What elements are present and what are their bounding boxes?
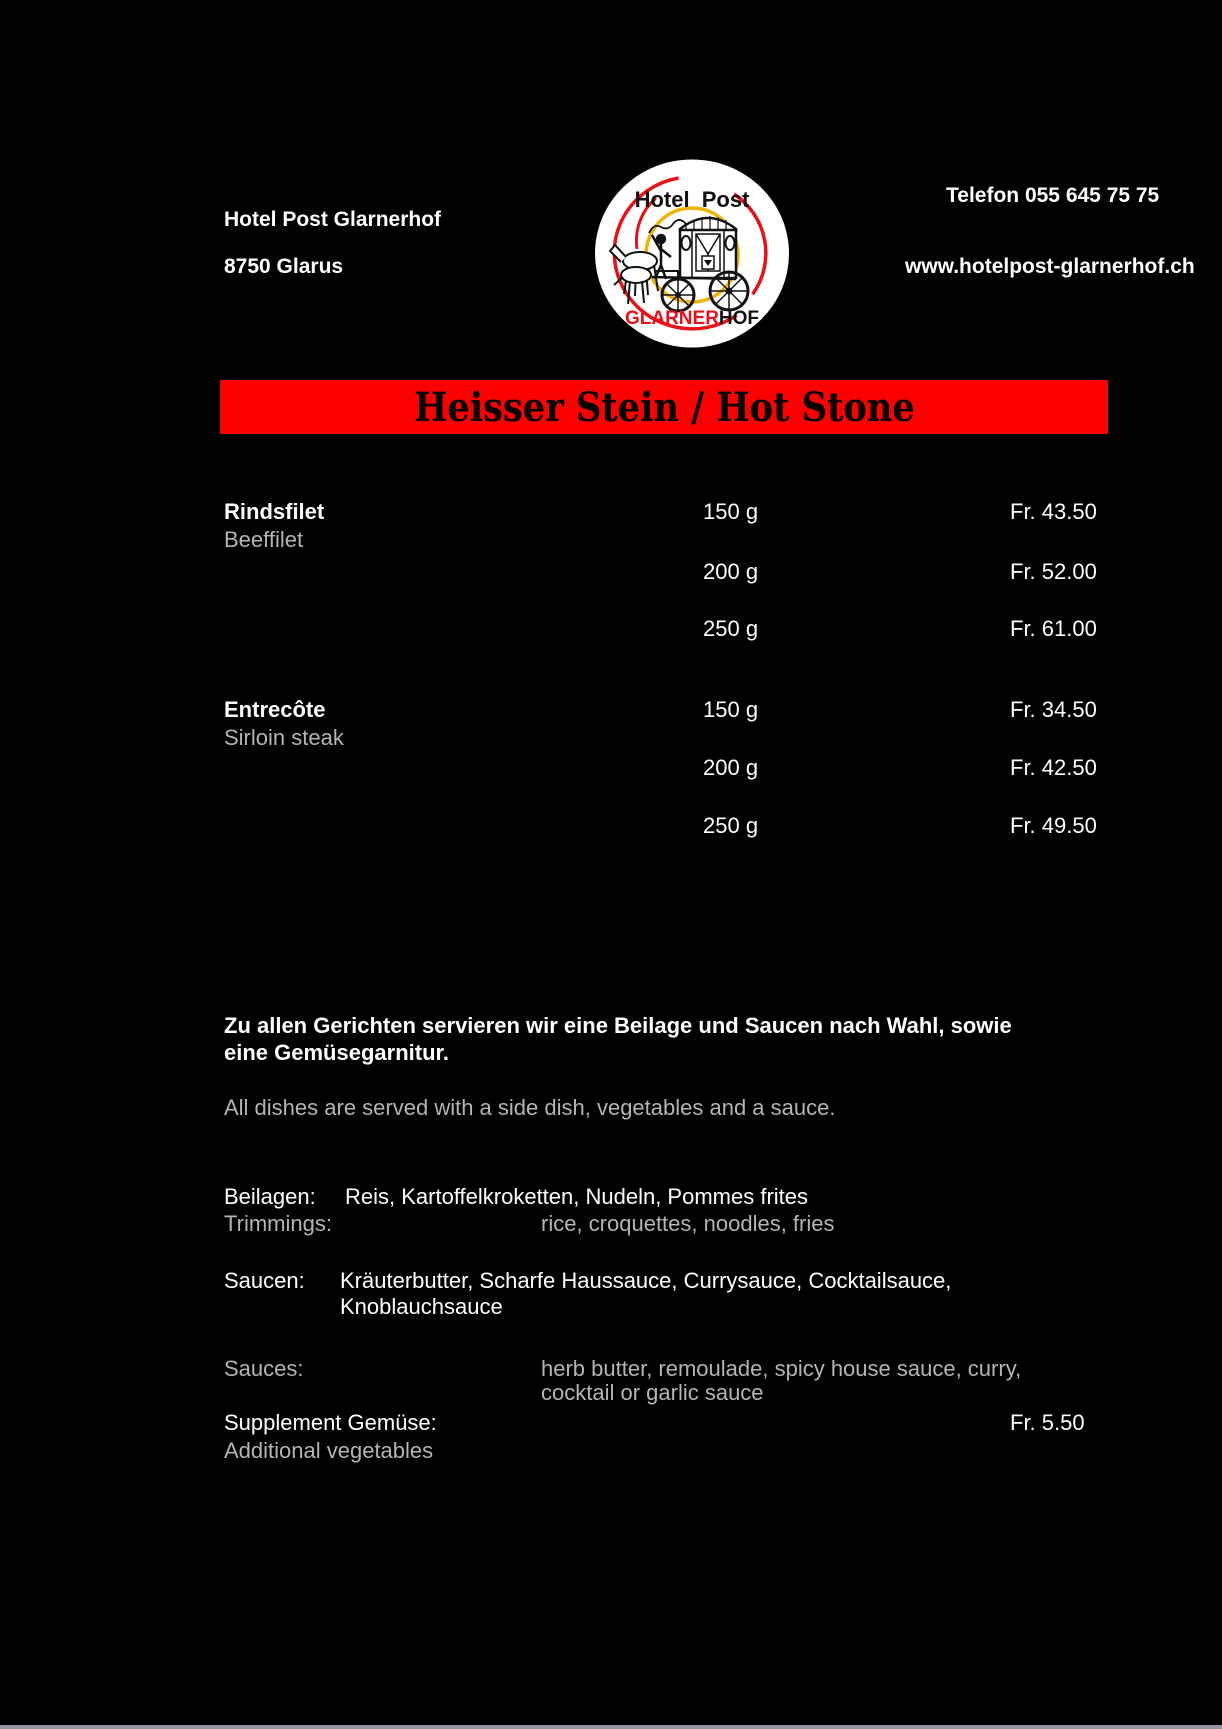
portion-label: 200 g [703, 559, 759, 584]
hotel-address: 8750 Glarus [224, 255, 344, 278]
portion-label: 150 g [703, 499, 759, 524]
logo-subtitle-red: GLARNER [624, 308, 719, 329]
portion-label: 250 g [703, 813, 759, 838]
supplement-label-en: Additional vegetables [224, 1438, 434, 1463]
price-label: Fr. 34.50 [1010, 697, 1097, 722]
price-label: Fr. 52.00 [1010, 559, 1097, 584]
menu-section-banner [220, 380, 1108, 434]
hotel-phone: Telefon 055 645 75 75 [946, 184, 1160, 207]
sauces-list-en-line2: cocktail or garlic sauce [541, 1380, 764, 1405]
hotel-name: Hotel Post Glarnerhof [224, 208, 442, 231]
sides-list-de: Reis, Kartoffelkroketten, Nudeln, Pommes frites [345, 1184, 809, 1209]
menu-item-translation: Beeffilet [224, 527, 304, 552]
hotel-logo [594, 159, 790, 348]
logo-title: Hotel Post [634, 187, 750, 212]
stagecoach-logo-icon [594, 159, 790, 348]
menu-section-title: Heisser Stein / Hot Stone [413, 383, 915, 431]
sauces-list-de: Kräuterbutter, Scharfe Haussauce, Currysauce, Cocktailsauce, [340, 1268, 952, 1293]
menu-item-translation: Sirloin steak [224, 725, 344, 750]
portion-label: 150 g [703, 697, 759, 722]
included-note-de: Zu allen Gerichten servieren wir eine Beilage und Saucen nach Wahl, sowie [224, 1013, 1012, 1038]
price-label: Fr. 61.00 [1010, 616, 1097, 641]
sides-label-en: Trimmings: [224, 1211, 332, 1236]
price-label: Fr. 42.50 [1010, 755, 1097, 780]
price-label: Fr. 49.50 [1010, 813, 1097, 838]
logo-subtitle-black: HOF [718, 308, 760, 329]
included-note-de-line2: eine Gemüsegarnitur. [224, 1040, 449, 1065]
portion-label: 200 g [703, 755, 759, 780]
menu-item-name: Rindsfilet [224, 499, 325, 524]
sauces-label-de: Saucen: [224, 1268, 305, 1293]
included-note-en: All dishes are served with a side dish, vegetables and a sauce. [224, 1095, 836, 1120]
supplement-price: Fr. 5.50 [1010, 1410, 1085, 1435]
sauces-list-en: herb butter, remoulade, spicy house sauce, curry, [541, 1356, 1022, 1381]
sides-list-en: rice, croquettes, noodles, fries [541, 1211, 835, 1236]
window-bottom-edge [0, 1725, 1222, 1729]
menu-item-name: Entrecôte [224, 697, 326, 722]
price-label: Fr. 43.50 [1010, 499, 1097, 524]
supplement-label-de: Supplement Gemüse: [224, 1410, 437, 1435]
portion-label: 250 g [703, 616, 759, 641]
sauces-label-en: Sauces: [224, 1356, 304, 1381]
sides-label-de: Beilagen: [224, 1184, 316, 1209]
logo-subtitle [625, 308, 759, 329]
sauces-list-de-line2: Knoblauchsauce [340, 1294, 503, 1319]
hotel-website: www.hotelpost-glarnerhof.ch [905, 255, 1195, 278]
